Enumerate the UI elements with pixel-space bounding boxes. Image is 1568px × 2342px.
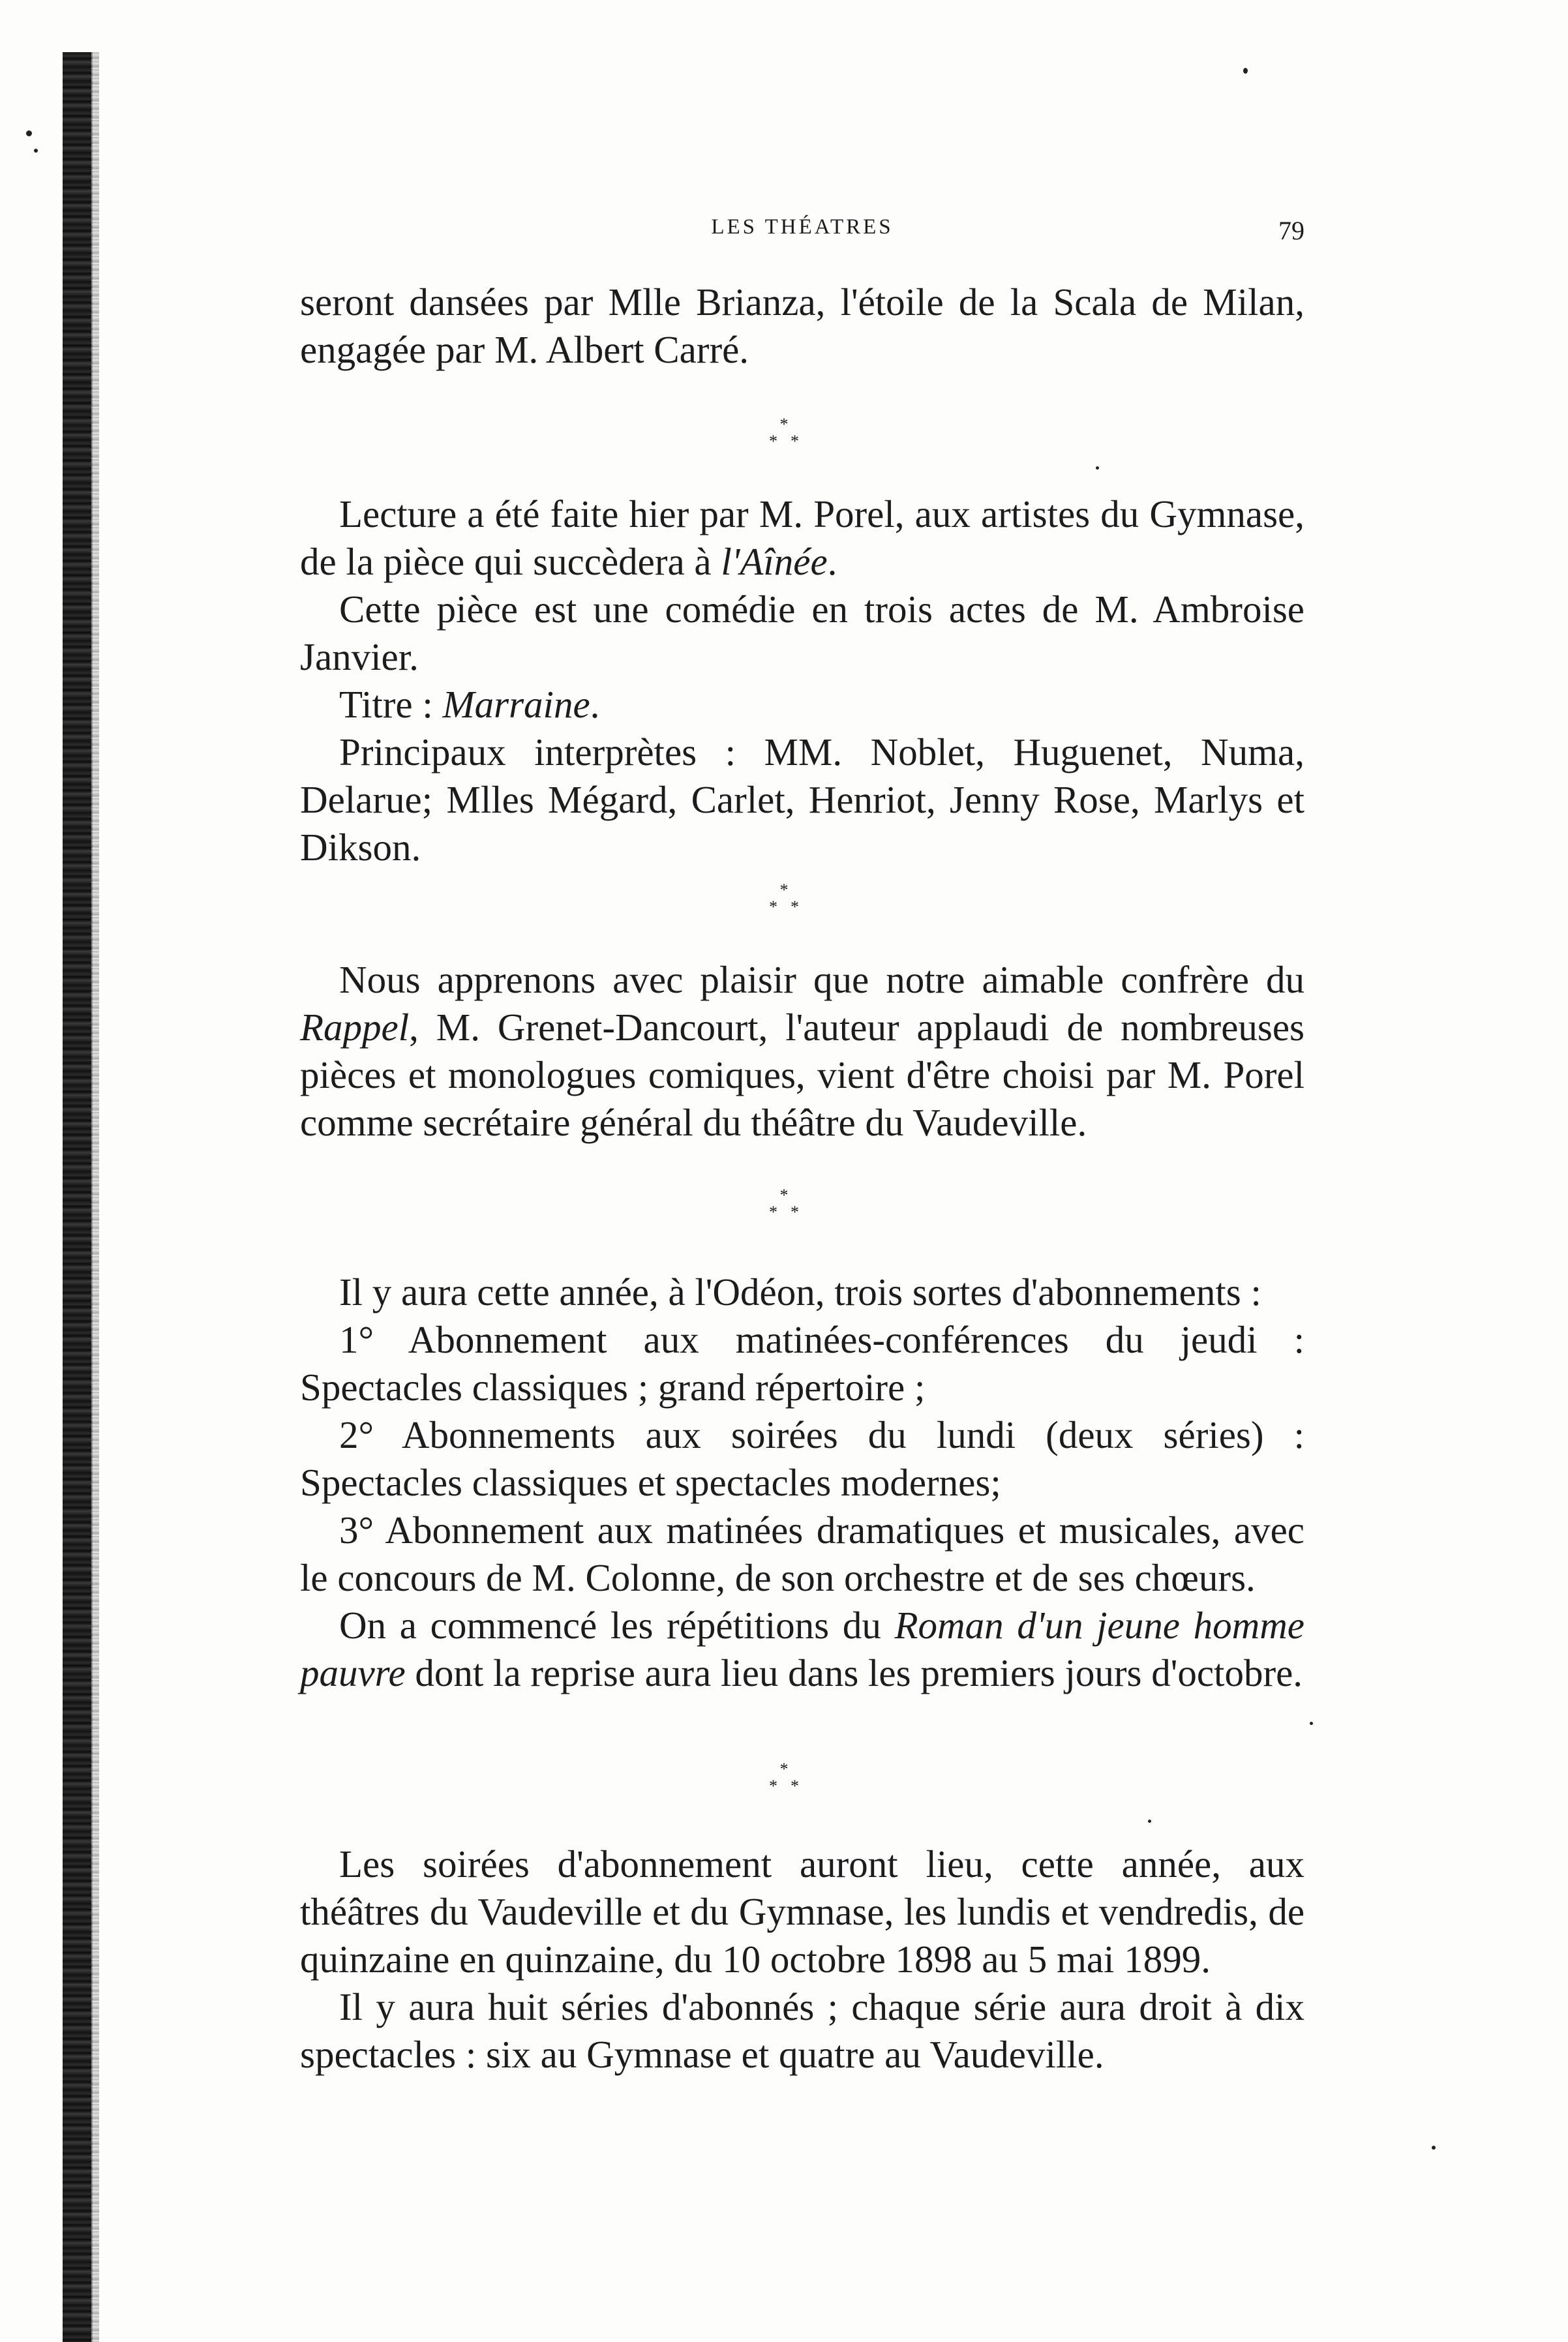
ink-speck <box>1096 466 1099 470</box>
section-separator-asterism: * ** <box>769 1186 812 1222</box>
ink-speck <box>34 149 38 153</box>
section-vaudeville <box>300 956 1304 1147</box>
page-header <box>300 215 1304 254</box>
list-item: 3° Abonnement aux matinées dramatiques et musicales, avec le concours de M. Colonne, de son orchestre et de ses chœurs. <box>300 1509 1304 1599</box>
play-title: l'Aînée <box>721 540 828 583</box>
newspaper-title: Rappel <box>300 1006 410 1049</box>
section-gymnase <box>300 490 1304 871</box>
ink-speck <box>1243 68 1248 74</box>
paragraph: Nous apprenons avec plaisir que notre aimable confrère du Rappel, M. Grenet-Dancourt, l'auteur applaudi de nombreuses pièces et monologues comiques, vient d'être choisi par M. Porel comme secrétaire général du théâtre du Vaudeville. <box>300 958 1304 1144</box>
paragraph: Principaux interprètes : MM. Noblet, Huguenet, Numa, Delarue; Mlles Mégard, Carlet, Henriot, Jenny Rose, Marlys et Dikson. <box>300 730 1304 869</box>
list-item: 1° Abonnement aux matinées-conférences du jeudi : Spectacles classiques ; grand répertoire ; <box>300 1318 1304 1409</box>
paragraph: Lecture a été faite hier par M. Porel, aux artistes du Gymnase, de la pièce qui succèdera à l'Aînée. <box>300 492 1304 583</box>
play-title: Marraine <box>442 683 590 726</box>
paragraph: On a commencé les répétitions du Roman d'un jeune homme pauvre dont la reprise aura lieu dans les premiers jours d'octobre. <box>300 1604 1304 1694</box>
section-odeon <box>300 1269 1304 1697</box>
paragraph: Cette pièce est une comédie en trois actes de M. Ambroise Janvier. <box>300 588 1304 678</box>
page-number: 79 <box>1278 216 1304 245</box>
paragraph: Il y aura cette année, à l'Odéon, trois sortes d'abonnements : <box>339 1270 1261 1314</box>
section-separator-asterism: * ** <box>769 1760 812 1795</box>
play-title: Roman d'un jeune homme pauvre <box>300 1604 1304 1694</box>
section-separator-asterism: * ** <box>769 415 812 451</box>
section-separator-asterism: * ** <box>769 880 812 916</box>
running-head: LES THÉATRES <box>711 215 894 239</box>
paragraph: Il y aura huit séries d'abonnés ; chaque série aura droit à dix spectacles : six au Gymnase et quatre au Vaudeville. <box>300 1985 1304 2076</box>
list-item: 2° Abonnements aux soirées du lundi (deux séries) : Spectacles classiques et spectacles modernes; <box>300 1413 1304 1504</box>
paragraph: Les soirées d'abonnement auront lieu, cette année, aux théâtres du Vaudeville et du Gymnase, les lundis et vendredis, de quinzaine en quinzaine, du 10 octobre 1898 au 5 mai 1899. <box>300 1842 1304 1981</box>
section-abonnements <box>300 1840 1304 2079</box>
paragraph: seront dansées par Mlle Brianza, l'étoile de la Scala de Milan, engagée par M. Albert Carré. <box>300 280 1304 371</box>
ink-speck <box>1432 2146 1436 2150</box>
ink-speck <box>1148 1820 1151 1823</box>
ink-speck <box>1310 1722 1313 1725</box>
paragraph: Titre : Marraine. <box>339 683 600 726</box>
ink-speck <box>26 130 32 136</box>
